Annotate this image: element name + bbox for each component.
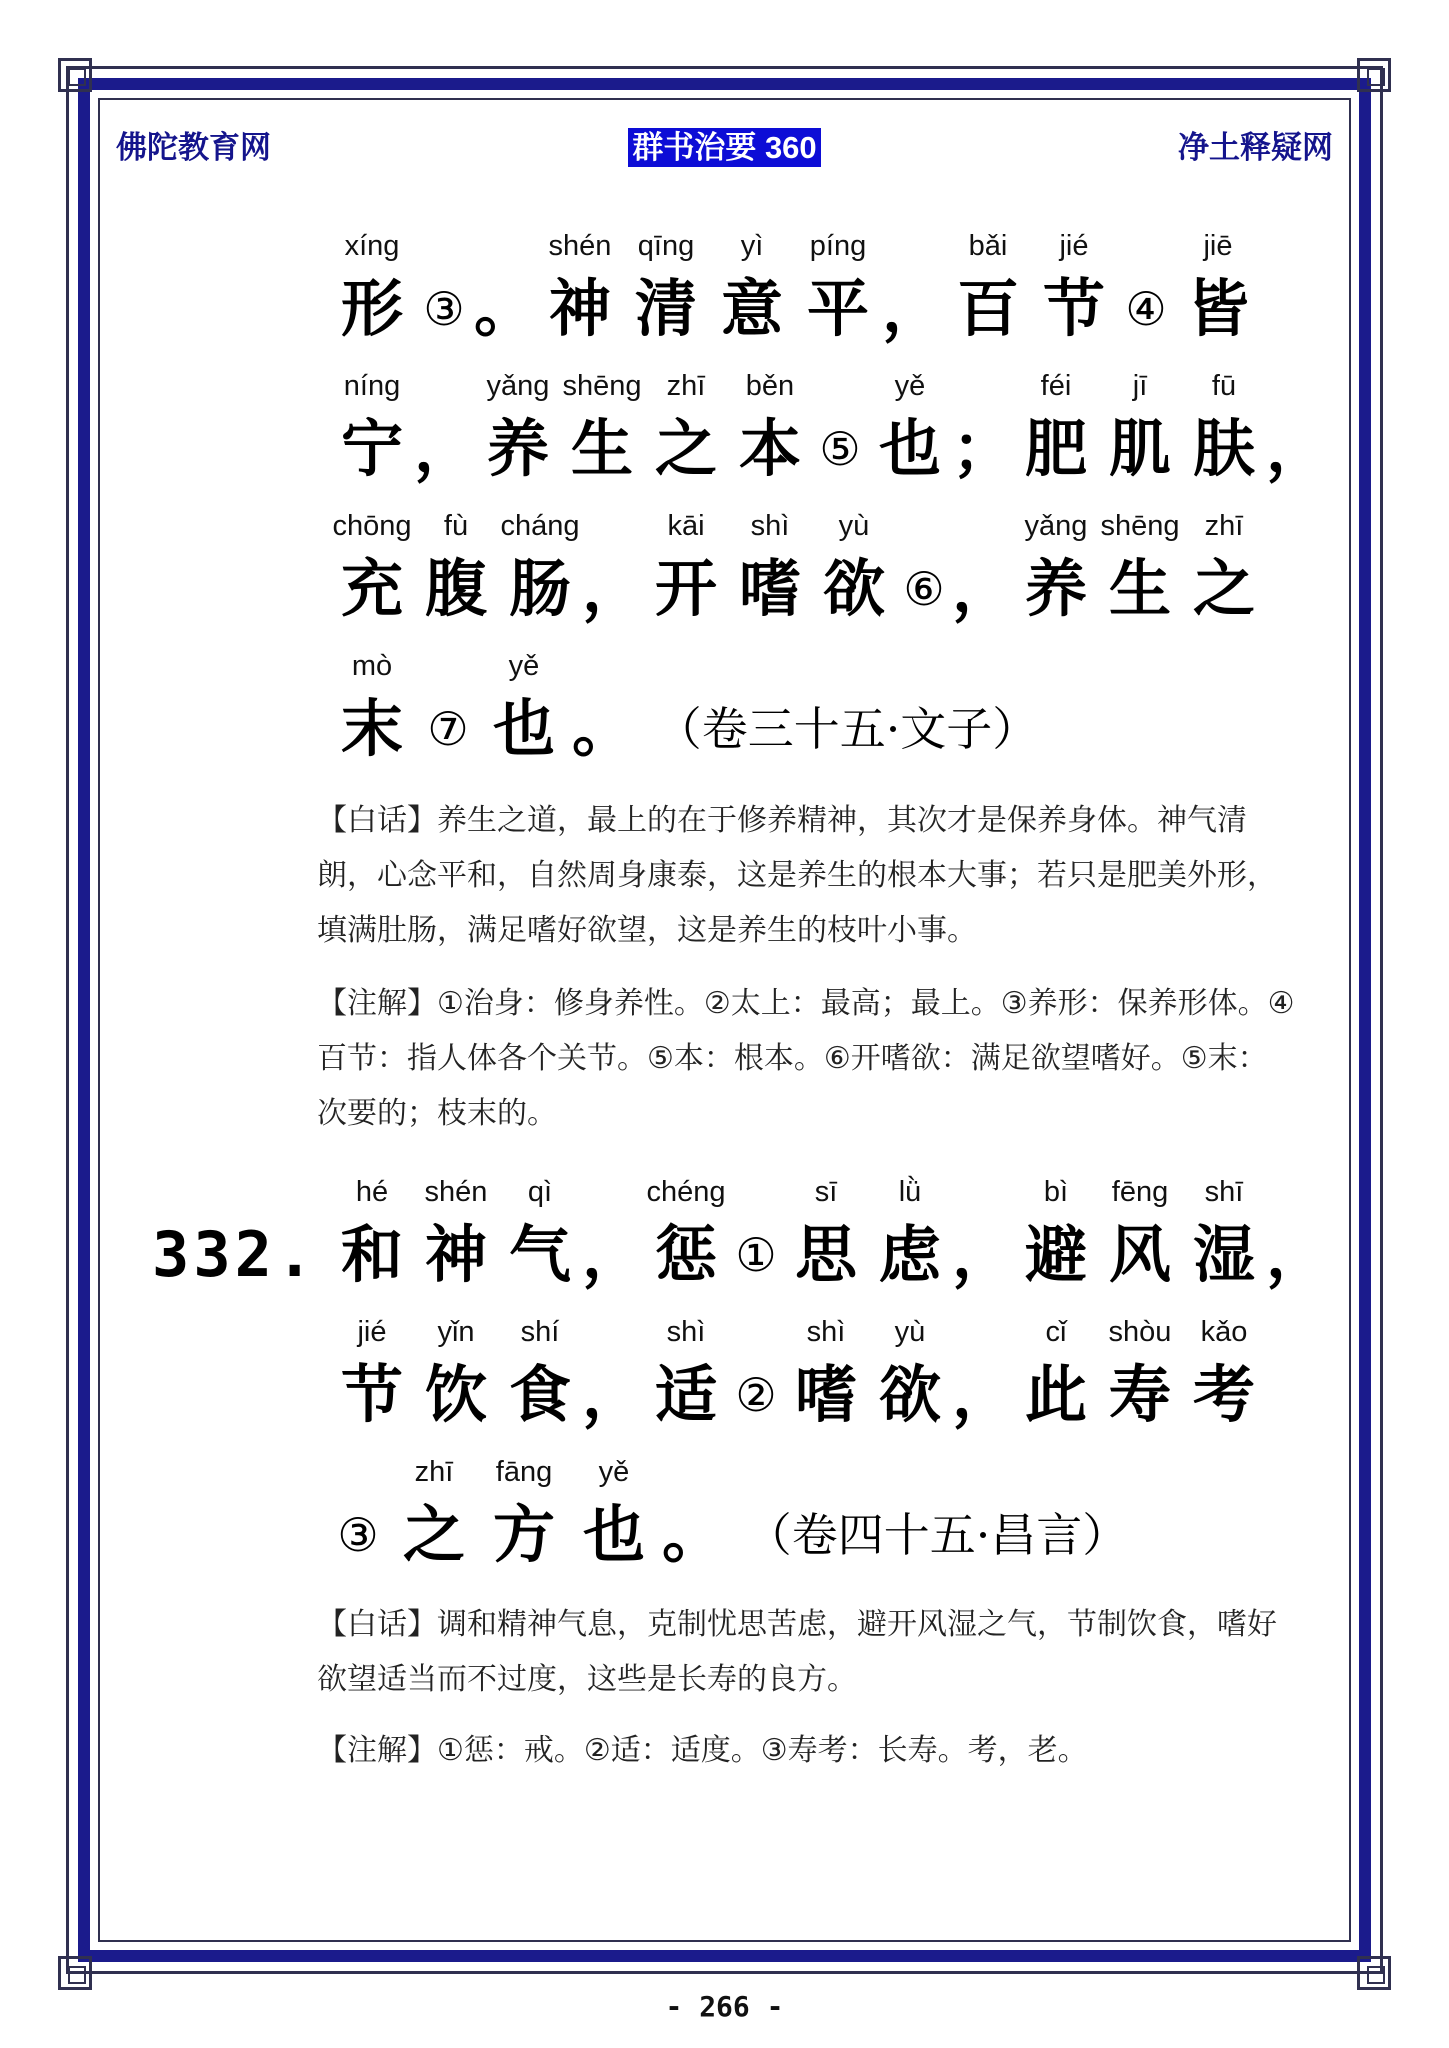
hanzi-cell [392,1452,476,1578]
pinyin: cǐ [1045,1316,1067,1348]
hanzi-cell [784,1172,868,1298]
hanzi: ， [582,552,645,625]
header-right-site: 净土释疑网 [1178,130,1333,165]
hanzi: 也 [492,692,555,765]
pinyin: bǎi [968,230,1008,262]
hanzi-cell [662,1452,724,1578]
pinyin: yě [598,1456,630,1488]
hanzi: 清 [634,272,697,345]
hanzi: 平 [806,272,869,345]
pinyin: shén [424,1176,488,1208]
pinyin: fū [1211,370,1237,402]
pinyin: shén [548,230,612,262]
hanzi-cell [728,1312,784,1438]
hanzi: 腹 [424,552,487,625]
hanzi-cell [1118,226,1174,352]
hanzi-cell [728,506,812,632]
hanzi: 。 [572,692,635,765]
hanzi-cell [1032,226,1116,352]
hanzi: 食 [508,1358,571,1431]
hanzi: ， [1266,1218,1329,1291]
hanzi-cell [644,366,728,492]
hanzi-cell [474,226,536,352]
passage2-number: 332. [152,1218,318,1291]
hanzi-cell [868,1312,952,1438]
pinyin: chéng [646,1176,726,1208]
hanzi: ， [952,552,1015,625]
hanzi-cell [952,1172,1014,1298]
hanzi-cell [330,646,414,772]
passage2-number-wrap [152,1172,317,1298]
hanzi: 意 [720,272,783,345]
hanzi: 肠 [508,552,571,625]
hanzi-cell [644,1172,728,1298]
pinyin: cháng [500,510,580,542]
hanzi: 寿 [1108,1358,1171,1431]
hanzi: 肌 [1108,412,1171,485]
hanzi-cell [946,226,1030,352]
pinyin: níng [343,370,401,402]
hanzi-cell [1182,1172,1266,1298]
pinyin: xíng [344,230,400,262]
hanzi: 生 [1108,552,1171,625]
hanzi-cell [330,506,414,632]
pinyin: yù [894,1316,926,1348]
passage1-zhujie: 【注解】①治身：修身养性。②太上：最高；最上。③养形：保养形体。④百节：指人体各个关节。⑤本：根本。⑥开嗜欲：满足欲望嗜好。⑤末：次要的；枝末的。 [317,986,1295,1131]
pinyin: zhī [666,370,706,402]
hanzi-cell [624,226,708,352]
pinyin: zhī [414,1456,454,1488]
source-citation: （卷三十五·文子） [655,702,1039,756]
hanzi: ， [952,1358,1015,1431]
hanzi-cell [498,1172,582,1298]
hanzi: 神 [548,272,611,345]
hanzi: 也 [878,412,941,485]
hanzi: ， [882,272,945,345]
hanzi-cell [1182,366,1266,492]
pinyin: jié [357,1316,387,1348]
hanzi-cell [730,1452,1144,1578]
hanzi: ， [582,1218,645,1291]
pinyin: shí [520,1316,560,1348]
hanzi: 和 [340,1218,403,1291]
pinyin: qīng [637,230,695,262]
hanzi-cell [476,366,560,492]
hanzi-cell [330,1312,414,1438]
hanzi-cell [728,1172,784,1298]
hanzi-cell [538,226,622,352]
hanzi-cell [1014,506,1098,632]
hanzi: ③ [337,1508,379,1562]
hanzi: ， [1266,412,1329,485]
hanzi-cell [728,366,812,492]
hanzi-cell [330,226,414,352]
pinyin: yǎng [1024,510,1088,542]
hanzi-cell [868,1172,952,1298]
pinyin: shì [750,510,790,542]
hanzi: 。 [662,1498,725,1571]
hanzi-cell [330,1452,386,1578]
hanzi: 节 [1042,272,1105,345]
pinyin: jié [1059,230,1089,262]
pinyin: yì [740,230,764,262]
hanzi: 惩 [654,1218,717,1291]
hanzi: ⑦ [427,702,469,756]
hanzi: ， [414,412,477,485]
hanzi-cell [644,1312,728,1438]
hanzi: 肤 [1192,412,1255,485]
hanzi-cell [952,366,1014,492]
hanzi-cell [420,646,476,772]
pinyin: chōng [332,510,412,542]
pinyin: kāi [667,510,705,542]
hanzi-cell [784,1312,868,1438]
hanzi-cell [498,506,582,632]
pinyin: fù [443,510,469,542]
hanzi: ； [952,412,1015,485]
pinyin: hé [355,1176,389,1208]
hanzi: 思 [794,1218,857,1291]
pinyin: jiē [1203,230,1233,262]
header-title-text: 群书治要 360 [628,128,820,167]
passage1-line-3 [330,506,1266,632]
hanzi-cell [572,1452,656,1578]
hanzi: 此 [1024,1358,1087,1431]
hanzi: 考 [1192,1358,1255,1431]
hanzi-cell [482,1452,566,1578]
hanzi: 之 [654,412,717,485]
hanzi: 欲 [878,1358,941,1431]
hanzi: 百 [956,272,1019,345]
pinyin: sī [814,1176,838,1208]
hanzi-cell [1176,226,1260,352]
hanzi-cell [330,366,414,492]
passage1-line-2 [330,366,1328,492]
hanzi-cell [1182,1312,1266,1438]
hanzi-cell [812,366,868,492]
pinyin: kǎo [1200,1316,1248,1348]
hanzi-cell [952,506,1014,632]
hanzi-cell [640,646,1054,772]
hanzi: ， [582,1358,645,1431]
passage2-zhujie: 【注解】①惩：戒。②适：适度。③寿考：长寿。考，老。 [317,1733,1088,1768]
hanzi: ① [735,1228,777,1282]
pinyin: fēng [1111,1176,1169,1208]
hanzi-cell [1098,1312,1182,1438]
hanzi: 养 [1024,552,1087,625]
hanzi: 末 [340,692,403,765]
hanzi-cell [330,1172,414,1298]
pinyin: zhī [1204,510,1244,542]
hanzi-cell [1266,1172,1328,1298]
hanzi-cell [416,226,472,352]
hanzi-cell [882,226,944,352]
pinyin: mò [351,650,393,682]
hanzi: ， [952,1218,1015,1291]
hanzi-cell [1266,366,1328,492]
hanzi: 嗜 [794,1358,857,1431]
passage1-line-4 [330,646,1054,772]
hanzi: 欲 [822,552,885,625]
hanzi-cell [482,646,566,772]
pinyin: shī [1204,1176,1244,1208]
hanzi: 湿 [1192,1218,1255,1291]
hanzi: 形 [340,272,403,345]
hanzi-cell [1182,506,1266,632]
passage2-line-2 [330,1312,1266,1438]
hanzi-cell [812,506,896,632]
hanzi: ④ [1125,282,1167,336]
hanzi: 。 [474,272,537,345]
header-left-site: 佛陀教育网 [116,130,271,165]
hanzi-cell [644,506,728,632]
hanzi-cell [952,1312,1014,1438]
pinyin: fāng [495,1456,553,1488]
pinyin: yě [508,650,540,682]
pinyin: yě [894,370,926,402]
pinyin: běn [745,370,795,402]
pinyin: shòu [1108,1316,1172,1348]
hanzi-cell [868,366,952,492]
hanzi: 节 [340,1358,403,1431]
pinyin: lǜ [898,1176,922,1208]
hanzi: 方 [492,1498,555,1571]
pinyin: qì [527,1176,553,1208]
hanzi-cell [414,366,476,492]
hanzi: 开 [654,552,717,625]
passage2-baihua: 【白话】调和精神气息，克制忧思苦虑，避开风湿之气，节制饮食，嗜好欲望适当而不过度，这些是长寿的良方。 [317,1607,1277,1697]
pinyin: shì [666,1316,706,1348]
hanzi-cell [498,1312,582,1438]
hanzi-cell [572,646,634,772]
corner-ornament [58,1956,92,1990]
hanzi-cell [414,1312,498,1438]
hanzi: 风 [1108,1218,1171,1291]
hanzi: 之 [1192,552,1255,625]
hanzi-cell [582,1312,644,1438]
hanzi: 饮 [424,1358,487,1431]
hanzi-cell [582,1172,644,1298]
hanzi: ② [735,1368,777,1422]
hanzi-cell [582,506,644,632]
hanzi-cell [896,506,952,632]
pinyin: shì [806,1316,846,1348]
hanzi: 充 [340,552,403,625]
pinyin: yǎng [486,370,550,402]
pinyin: jī [1132,370,1148,402]
hanzi-cell [710,226,794,352]
hanzi: 虑 [878,1218,941,1291]
hanzi: 本 [738,412,801,485]
passage2-line-1 [330,1172,1328,1298]
hanzi-cell [1098,1172,1182,1298]
hanzi-cell [1014,1172,1098,1298]
hanzi-cell [796,226,880,352]
hanzi: 生 [570,412,633,485]
hanzi: 气 [508,1218,571,1291]
hanzi: 之 [402,1498,465,1571]
hanzi-cell [1098,506,1182,632]
hanzi-cell [1098,366,1182,492]
hanzi: 宁 [340,412,403,485]
hanzi: ⑥ [903,562,945,616]
pinyin: shēng [562,370,642,402]
hanzi-cell [1014,366,1098,492]
passage2-line-3 [330,1452,1144,1578]
pinyin: píng [809,230,867,262]
corner-ornament [1357,58,1391,92]
corner-ornament [1357,1956,1391,1990]
hanzi: 养 [486,412,549,485]
hanzi: ③ [423,282,465,336]
hanzi: 也 [582,1498,645,1571]
pinyin: bì [1043,1176,1069,1208]
hanzi: ⑤ [819,422,861,476]
hanzi-cell [414,1172,498,1298]
corner-ornament [58,58,92,92]
hanzi: 适 [654,1358,717,1431]
source-citation: （卷四十五·昌言） [745,1508,1129,1562]
hanzi-cell [1014,1312,1098,1438]
pinyin: yù [838,510,870,542]
passage1-baihua: 【白话】养生之道，最上的在于修养精神，其次才是保养身体。神气清朗，心念平和，自然周身康泰，这是养生的根本大事；若只是肥美外形，填满肚肠，满足嗜好欲望，这是养生的枝叶小事。 [317,803,1277,948]
pinyin: shēng [1100,510,1180,542]
hanzi: 避 [1024,1218,1087,1291]
hanzi-cell [414,506,498,632]
hanzi: 肥 [1024,412,1087,485]
hanzi: 皆 [1186,272,1249,345]
pinyin: yǐn [437,1316,475,1348]
pinyin: féi [1040,370,1072,402]
page-number: - 266 - [665,1990,784,2023]
hanzi: 神 [424,1218,487,1291]
hanzi-cell [560,366,644,492]
hanzi: 嗜 [738,552,801,625]
passage1-line-1 [330,226,1260,352]
